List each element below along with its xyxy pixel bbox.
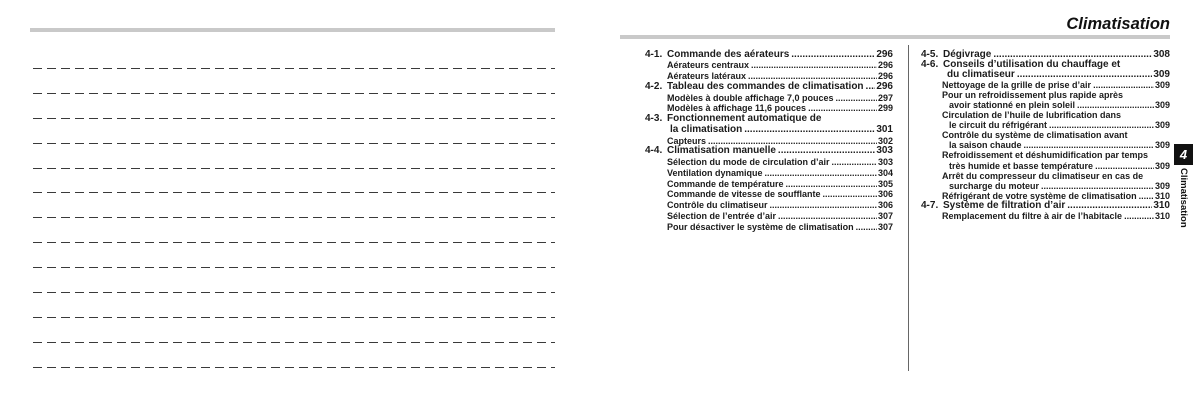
toc-subentry xyxy=(921,150,1170,160)
page-number: 296 xyxy=(876,48,893,60)
dot-leader xyxy=(778,146,875,157)
entry-title-continued: très humide et basse température xyxy=(949,160,1094,171)
toc-entry-4-2 xyxy=(645,82,893,93)
entry-title: Modèles à double affichage 7,0 pouces xyxy=(667,92,834,103)
toc-subentry xyxy=(645,93,893,104)
toc-entry-4-6-continued xyxy=(921,70,1170,80)
toc-entry-4-3-continued xyxy=(645,125,893,136)
entry-title: Arrêt du compresseur du climatiseur en cas de xyxy=(942,170,1144,181)
toc-subentry-continued xyxy=(921,161,1170,171)
toc-subentry-continued xyxy=(921,140,1170,150)
page-number: 307 xyxy=(877,210,893,221)
entry-title-continued: surcharge du moteur xyxy=(949,180,1040,191)
toc-subentry-continued xyxy=(921,181,1170,191)
dot-leader xyxy=(1139,191,1154,201)
toc-subentry xyxy=(645,179,893,190)
entry-title: Système de filtration d’air xyxy=(943,199,1066,211)
dot-leader xyxy=(1095,161,1154,171)
page-number: 299 xyxy=(877,103,893,114)
toc-subentry xyxy=(645,168,893,179)
page-number: 296 xyxy=(877,60,893,71)
dot-leader xyxy=(1041,181,1154,191)
note-line xyxy=(33,68,555,69)
dot-leader xyxy=(770,200,877,211)
page-number: 304 xyxy=(877,167,893,178)
entry-title: Commande de vitesse de soufflante xyxy=(667,189,821,200)
entry-title: Sélection de l’entrée d’air xyxy=(667,210,777,221)
toc-subentry xyxy=(921,171,1170,181)
dot-leader xyxy=(823,189,877,200)
page-number: 310 xyxy=(1154,210,1170,221)
page-number: 309 xyxy=(1154,140,1170,151)
dot-leader xyxy=(836,93,877,104)
page-number: 296 xyxy=(877,71,893,82)
toc-subentry xyxy=(921,211,1170,221)
page-number: 306 xyxy=(877,189,893,200)
section-number: 4-5. xyxy=(921,49,939,60)
entry-title: Contrôle du système de climatisation avant xyxy=(942,130,1128,141)
dot-leader xyxy=(856,222,877,233)
toc-subentry-continued xyxy=(921,120,1170,130)
page-number: 296 xyxy=(876,80,893,92)
note-line xyxy=(33,317,555,318)
section-number: 4-4. xyxy=(645,145,663,157)
note-line xyxy=(33,267,555,268)
section-number: 4-7. xyxy=(921,199,939,211)
page-number: 307 xyxy=(877,221,893,232)
entry-title-continued: la saison chaude xyxy=(949,140,1022,151)
page-number: 309 xyxy=(1154,160,1170,171)
page-number: 310 xyxy=(1153,199,1170,211)
column-divider xyxy=(908,45,909,371)
toc-subentry xyxy=(921,80,1170,90)
toc-subentry xyxy=(921,110,1170,120)
entry-title: Pour désactiver le système de climatisation xyxy=(667,221,854,232)
dot-leader xyxy=(1017,70,1153,80)
dot-leader xyxy=(1024,140,1154,150)
dot-leader xyxy=(744,125,875,136)
dot-leader xyxy=(791,50,875,61)
section-number: 4-1. xyxy=(645,48,663,60)
page-number: 309 xyxy=(1154,80,1170,91)
dot-leader xyxy=(1067,201,1152,211)
entry-title: Capteurs xyxy=(667,135,707,146)
chapter-tab-label: Climatisation xyxy=(1178,168,1189,228)
entry-title: Ventilation dynamique xyxy=(667,167,763,178)
toc-subentry xyxy=(645,60,893,71)
entry-title: Dégivrage xyxy=(943,49,992,60)
note-line xyxy=(33,143,555,144)
page-number: 305 xyxy=(877,178,893,189)
note-line xyxy=(33,217,555,218)
page-number: 303 xyxy=(876,145,893,157)
page-number: 302 xyxy=(877,135,893,146)
entry-title-continued: avoir stationné en plein soleil xyxy=(949,100,1076,111)
toc-subentry xyxy=(645,200,893,211)
toc-entry-4-7 xyxy=(921,201,1170,211)
entry-title: Remplacement du filtre à air de l’habitacle xyxy=(942,210,1123,221)
toc-subentry xyxy=(645,157,893,168)
dot-leader xyxy=(778,211,877,222)
entry-title-continued: le circuit du réfrigérant xyxy=(949,120,1048,131)
section-number: 4-2. xyxy=(645,80,663,92)
note-line xyxy=(33,118,555,119)
entry-title: Climatisation manuelle xyxy=(667,145,776,157)
page-number: 309 xyxy=(1154,100,1170,111)
entry-title: Fonctionnement automatique de xyxy=(667,113,822,125)
toc-column-left xyxy=(645,50,893,233)
page-number: 309 xyxy=(1153,69,1170,81)
page-number: 306 xyxy=(877,200,893,211)
entry-title-continued: la climatisation xyxy=(670,123,743,135)
entry-title: Commande des aérateurs xyxy=(667,48,790,60)
page-number: 301 xyxy=(876,123,893,135)
page-number: 310 xyxy=(1154,190,1170,201)
toc-subentry-continued xyxy=(921,100,1170,110)
entry-title: Commande de température xyxy=(667,178,784,189)
note-line xyxy=(33,93,555,94)
page-number: 309 xyxy=(1154,180,1170,191)
right-page-header-bar xyxy=(620,35,1170,39)
dot-leader xyxy=(786,179,877,190)
dot-leader xyxy=(866,82,876,93)
toc-subentry xyxy=(645,211,893,222)
entry-title: Aérateurs latéraux xyxy=(667,71,747,82)
entry-title: Nettoyage de la grille de prise d’air xyxy=(942,80,1092,91)
section-number: 4-6. xyxy=(921,59,939,71)
dot-leader xyxy=(832,157,877,168)
note-line xyxy=(33,168,555,169)
left-page-header-bar xyxy=(30,28,555,32)
chapter-title: Climatisation xyxy=(1066,15,1170,33)
dot-leader xyxy=(765,168,877,179)
toc-entry-4-4 xyxy=(645,146,893,157)
note-line xyxy=(33,242,555,243)
note-line xyxy=(33,342,555,343)
entry-title: Tableau des commandes de climatisation xyxy=(667,80,864,92)
entry-title: Sélection du mode de circulation d’air xyxy=(667,157,830,168)
entry-title: Réfrigérant de votre système de climatisation xyxy=(942,190,1137,201)
page-number: 309 xyxy=(1154,120,1170,131)
entry-title: Conseils d’utilisation du chauffage et xyxy=(943,59,1121,71)
page-number: 308 xyxy=(1153,49,1170,60)
note-lines xyxy=(33,68,555,392)
dot-leader xyxy=(1124,211,1154,221)
toc-subentry xyxy=(921,90,1170,100)
dot-leader xyxy=(1049,120,1154,130)
toc-entry-4-1 xyxy=(645,50,893,61)
entry-title: Modèles à affichage 11,6 pouces xyxy=(667,103,807,114)
toc-subentry xyxy=(921,130,1170,140)
toc-column-right xyxy=(921,50,1170,221)
note-line xyxy=(33,292,555,293)
entry-title-continued: du climatiseur xyxy=(947,69,1015,81)
page-number: 297 xyxy=(877,92,893,103)
section-number: 4-3. xyxy=(645,113,663,125)
entry-title: Refroidissement et déshumidification par temps xyxy=(942,150,1149,161)
note-line xyxy=(33,192,555,193)
chapter-tab-number: 4 xyxy=(1174,144,1193,165)
entry-title: Pour un refroidissement plus rapide après xyxy=(942,90,1124,101)
dot-leader xyxy=(751,60,877,71)
toc-subentry xyxy=(645,222,893,233)
entry-title: Aérateurs centraux xyxy=(667,60,750,71)
entry-title: Contrôle du climatiseur xyxy=(667,200,768,211)
page-number: 303 xyxy=(877,157,893,168)
dot-leader xyxy=(1077,100,1154,110)
entry-title: Circulation de l’huile de lubrification dans xyxy=(942,110,1122,121)
dot-leader xyxy=(1093,80,1154,90)
note-line xyxy=(33,367,555,368)
toc-subentry xyxy=(645,189,893,200)
